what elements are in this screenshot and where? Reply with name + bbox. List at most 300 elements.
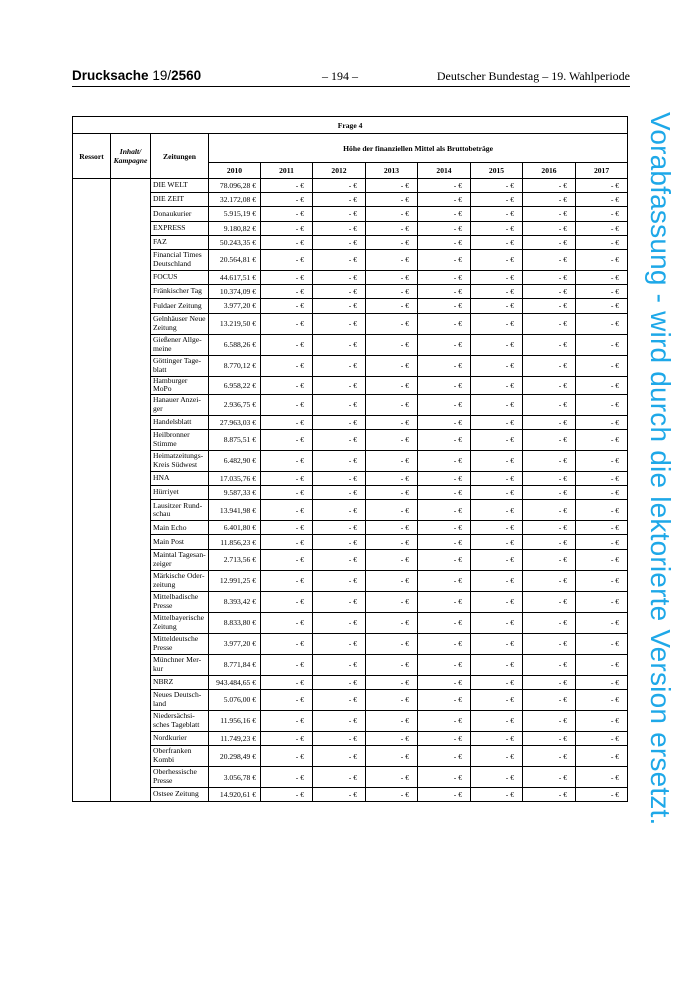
amount-2017: - €: [576, 535, 628, 549]
amount-2013: - €: [366, 207, 418, 221]
amount-2014: - €: [418, 535, 471, 549]
page-header: [72, 68, 630, 86]
amount-2016: - €: [523, 486, 576, 500]
amount-2016: - €: [523, 285, 576, 299]
year-header: 2010: [209, 163, 261, 179]
table-row: [73, 221, 628, 235]
amount-2015: - €: [471, 675, 523, 689]
amount-2013: - €: [366, 450, 418, 471]
amount-2015: - €: [471, 193, 523, 207]
amount-2014: - €: [418, 570, 471, 591]
amount-2015: - €: [471, 689, 523, 710]
amount-2016: - €: [523, 570, 576, 591]
amount-2013: - €: [366, 535, 418, 549]
amount-2012: - €: [313, 376, 366, 394]
amount-2011: - €: [261, 394, 313, 415]
amount-2013: - €: [366, 549, 418, 570]
amount-2014: - €: [418, 207, 471, 221]
amount-2015: - €: [471, 299, 523, 313]
amount-2011: - €: [261, 746, 313, 767]
amount-2010: 10.374,09 €: [209, 285, 261, 299]
amount-2015: - €: [471, 486, 523, 500]
amount-2016: - €: [523, 334, 576, 355]
newspaper-name: Märkische Oder-zeitung: [151, 570, 209, 591]
amount-2013: - €: [366, 500, 418, 521]
amount-2015: - €: [471, 471, 523, 485]
amount-2016: - €: [523, 521, 576, 535]
amount-2017: - €: [576, 612, 628, 633]
amount-2014: - €: [418, 654, 471, 675]
funding-table: [72, 116, 627, 802]
amount-2016: - €: [523, 235, 576, 249]
amount-2015: - €: [471, 235, 523, 249]
newspaper-name: Mittelbadische Presse: [151, 591, 209, 612]
amount-2012: - €: [313, 675, 366, 689]
amount-2010: 6.958,22 €: [209, 376, 261, 394]
amount-2012: - €: [313, 450, 366, 471]
newspaper-name: Heimatzeitungs-Kreis Südwest: [151, 450, 209, 471]
amount-2011: - €: [261, 612, 313, 633]
amount-2017: - €: [576, 355, 628, 376]
amount-2012: - €: [313, 235, 366, 249]
table-row: [73, 746, 628, 767]
amount-2015: - €: [471, 535, 523, 549]
amount-2011: - €: [261, 193, 313, 207]
amount-2010: 2.713,56 €: [209, 549, 261, 570]
table-row: [73, 415, 628, 429]
amount-2013: - €: [366, 675, 418, 689]
document-number: Drucksache 19/2560: [72, 68, 202, 83]
table-row: [73, 450, 628, 471]
column-zeitungen: Zeitungen: [151, 134, 209, 179]
amount-2015: - €: [471, 285, 523, 299]
table-row: [73, 731, 628, 745]
amount-2016: - €: [523, 731, 576, 745]
amount-2011: - €: [261, 521, 313, 535]
newspaper-name: FOCUS: [151, 270, 209, 284]
amount-2010: 20.298,49 €: [209, 746, 261, 767]
amount-2014: - €: [418, 193, 471, 207]
column-ressort: Ressort: [73, 134, 111, 179]
amount-2011: - €: [261, 450, 313, 471]
amount-2017: - €: [576, 521, 628, 535]
amount-2011: - €: [261, 486, 313, 500]
amount-2010: 8.770,12 €: [209, 355, 261, 376]
amount-2017: - €: [576, 746, 628, 767]
table-row: [73, 612, 628, 633]
amount-2010: 13.941,98 €: [209, 500, 261, 521]
amount-2011: - €: [261, 535, 313, 549]
amount-2016: - €: [523, 221, 576, 235]
table-row: [73, 535, 628, 549]
amount-2012: - €: [313, 689, 366, 710]
amount-2014: - €: [418, 221, 471, 235]
amount-2016: - €: [523, 355, 576, 376]
amount-2011: - €: [261, 221, 313, 235]
amount-2013: - €: [366, 689, 418, 710]
table-row: [73, 767, 628, 788]
amount-2015: - €: [471, 207, 523, 221]
amount-2013: - €: [366, 710, 418, 731]
amount-2010: 8.875,51 €: [209, 429, 261, 450]
amount-2015: - €: [471, 313, 523, 334]
amount-2014: - €: [418, 313, 471, 334]
amount-2014: - €: [418, 285, 471, 299]
table-row: [73, 207, 628, 221]
amount-2014: - €: [418, 612, 471, 633]
newspaper-name: Main Post: [151, 535, 209, 549]
amount-2010: 8.771,84 €: [209, 654, 261, 675]
table-row: [73, 193, 628, 207]
amount-2015: - €: [471, 591, 523, 612]
amount-2013: - €: [366, 334, 418, 355]
amount-2015: - €: [471, 415, 523, 429]
amount-2017: - €: [576, 788, 628, 802]
newspaper-name: Neues Deutsch-land: [151, 689, 209, 710]
amount-2017: - €: [576, 549, 628, 570]
amount-2010: 6.482,90 €: [209, 450, 261, 471]
amount-2016: - €: [523, 429, 576, 450]
amount-2015: - €: [471, 746, 523, 767]
amount-2015: - €: [471, 334, 523, 355]
amount-2016: - €: [523, 675, 576, 689]
amount-2013: - €: [366, 788, 418, 802]
amount-2012: - €: [313, 731, 366, 745]
amount-2013: - €: [366, 486, 418, 500]
amount-2012: - €: [313, 429, 366, 450]
amount-2011: - €: [261, 549, 313, 570]
amount-2013: - €: [366, 633, 418, 654]
amount-2014: - €: [418, 334, 471, 355]
amount-2010: 943.484,65 €: [209, 675, 261, 689]
year-header: 2011: [261, 163, 313, 179]
table-row: [73, 654, 628, 675]
newspaper-name: Oberhessische Presse: [151, 767, 209, 788]
amount-2011: - €: [261, 235, 313, 249]
amount-2015: - €: [471, 767, 523, 788]
newspaper-name: Göttinger Tage-blatt: [151, 355, 209, 376]
amount-2016: - €: [523, 549, 576, 570]
amount-2016: - €: [523, 535, 576, 549]
newspaper-name: Fuldaer Zeitung: [151, 299, 209, 313]
amount-2015: - €: [471, 500, 523, 521]
amount-2014: - €: [418, 355, 471, 376]
table-row: [73, 394, 628, 415]
amount-2014: - €: [418, 299, 471, 313]
amount-2015: - €: [471, 731, 523, 745]
amount-2015: - €: [471, 788, 523, 802]
amount-2016: - €: [523, 471, 576, 485]
amount-2016: - €: [523, 179, 576, 193]
amount-2013: - €: [366, 299, 418, 313]
amount-2017: - €: [576, 270, 628, 284]
amount-2015: - €: [471, 654, 523, 675]
amount-2013: - €: [366, 521, 418, 535]
table-row: [73, 270, 628, 284]
table-row: [73, 299, 628, 313]
amount-2015: - €: [471, 450, 523, 471]
amount-2013: - €: [366, 376, 418, 394]
newspaper-name: Mittelbayerische Zeitung: [151, 612, 209, 633]
amount-2010: 17.035,76 €: [209, 471, 261, 485]
amount-2017: - €: [576, 249, 628, 270]
amount-2014: - €: [418, 731, 471, 745]
amount-2014: - €: [418, 633, 471, 654]
amount-2015: - €: [471, 249, 523, 270]
amount-2014: - €: [418, 788, 471, 802]
year-header: 2016: [523, 163, 576, 179]
amount-2012: - €: [313, 612, 366, 633]
newspaper-name: DIE WELT: [151, 179, 209, 193]
amount-2012: - €: [313, 313, 366, 334]
amount-2017: - €: [576, 500, 628, 521]
amount-2012: - €: [313, 788, 366, 802]
table-row: [73, 235, 628, 249]
amount-2014: - €: [418, 689, 471, 710]
table-row: [73, 376, 628, 394]
amount-2016: - €: [523, 633, 576, 654]
amount-2012: - €: [313, 355, 366, 376]
amount-2013: - €: [366, 394, 418, 415]
newspaper-name: Oberfranken Kombi: [151, 746, 209, 767]
amount-2011: - €: [261, 788, 313, 802]
newspaper-name: Handelsblatt: [151, 415, 209, 429]
amount-2011: - €: [261, 767, 313, 788]
amount-2013: - €: [366, 235, 418, 249]
amount-2013: - €: [366, 285, 418, 299]
amount-2010: 8.833,80 €: [209, 612, 261, 633]
amount-2014: - €: [418, 249, 471, 270]
amount-2016: - €: [523, 654, 576, 675]
amount-2014: - €: [418, 746, 471, 767]
amount-2012: - €: [313, 654, 366, 675]
amount-2013: - €: [366, 415, 418, 429]
amount-2017: - €: [576, 193, 628, 207]
amount-2011: - €: [261, 415, 313, 429]
amount-2015: - €: [471, 270, 523, 284]
newspaper-name: Heilbronner Stimme: [151, 429, 209, 450]
amount-2011: - €: [261, 270, 313, 284]
newspaper-name: Fränkischer Tag: [151, 285, 209, 299]
amount-2013: - €: [366, 591, 418, 612]
amount-2015: - €: [471, 612, 523, 633]
amount-2016: - €: [523, 591, 576, 612]
amount-2014: - €: [418, 471, 471, 485]
table-row: [73, 500, 628, 521]
amount-2016: - €: [523, 689, 576, 710]
amount-2017: - €: [576, 334, 628, 355]
amount-2017: - €: [576, 313, 628, 334]
year-header: 2015: [471, 163, 523, 179]
amount-2016: - €: [523, 270, 576, 284]
amount-2011: - €: [261, 299, 313, 313]
ressort-cell: [73, 179, 111, 802]
page-number: – 194 –: [322, 69, 358, 83]
amount-2012: - €: [313, 746, 366, 767]
amount-2010: 9.587,33 €: [209, 486, 261, 500]
amount-2017: - €: [576, 675, 628, 689]
amount-2014: - €: [418, 394, 471, 415]
amount-2010: 11.749,23 €: [209, 731, 261, 745]
amount-2010: 13.219,50 €: [209, 313, 261, 334]
amount-2011: - €: [261, 689, 313, 710]
amount-2017: - €: [576, 429, 628, 450]
amount-2010: 50.243,35 €: [209, 235, 261, 249]
amount-2012: - €: [313, 767, 366, 788]
amount-2014: - €: [418, 675, 471, 689]
table-title: Frage 4: [73, 117, 628, 134]
amount-2010: 8.393,42 €: [209, 591, 261, 612]
amount-2012: - €: [313, 500, 366, 521]
amount-2011: - €: [261, 313, 313, 334]
table-row: [73, 633, 628, 654]
amount-2012: - €: [313, 394, 366, 415]
amount-2013: - €: [366, 429, 418, 450]
amount-2017: - €: [576, 654, 628, 675]
newspaper-name: Nordkurier: [151, 731, 209, 745]
newspaper-name: Lausitzer Rund-schau: [151, 500, 209, 521]
amount-2014: - €: [418, 486, 471, 500]
amount-2013: - €: [366, 179, 418, 193]
amount-2017: - €: [576, 633, 628, 654]
amount-2013: - €: [366, 249, 418, 270]
amount-2010: 3.977,20 €: [209, 633, 261, 654]
amount-2015: - €: [471, 221, 523, 235]
amount-2015: - €: [471, 521, 523, 535]
amount-2011: - €: [261, 471, 313, 485]
newspaper-name: Maintal Tagesan-zeiger: [151, 549, 209, 570]
newspaper-name: DIE ZEIT: [151, 193, 209, 207]
amount-2010: 78.096,28 €: [209, 179, 261, 193]
amount-2011: - €: [261, 285, 313, 299]
amount-2010: 2.936,75 €: [209, 394, 261, 415]
amount-2014: - €: [418, 179, 471, 193]
amount-2014: - €: [418, 235, 471, 249]
amount-2012: - €: [313, 710, 366, 731]
newspaper-name: EXPRESS: [151, 221, 209, 235]
column-hoehe: Höhe der finanziellen Mittel als Bruttobeträge: [209, 134, 628, 163]
column-inhalt: Inhalt/ Kampagne: [111, 134, 151, 179]
amount-2014: - €: [418, 710, 471, 731]
amount-2011: - €: [261, 633, 313, 654]
amount-2011: - €: [261, 179, 313, 193]
parliament-period: Deutscher Bundestag – 19. Wahlperiode: [436, 69, 630, 83]
table-row: [73, 689, 628, 710]
amount-2013: - €: [366, 570, 418, 591]
amount-2016: - €: [523, 313, 576, 334]
amount-2017: - €: [576, 207, 628, 221]
table-row: [73, 429, 628, 450]
amount-2012: - €: [313, 270, 366, 284]
table-row: [73, 521, 628, 535]
amount-2013: - €: [366, 654, 418, 675]
table-row: [73, 549, 628, 570]
amount-2014: - €: [418, 521, 471, 535]
amount-2017: - €: [576, 285, 628, 299]
amount-2015: - €: [471, 179, 523, 193]
amount-2015: - €: [471, 633, 523, 654]
amount-2010: 6.401,80 €: [209, 521, 261, 535]
newspaper-name: Hamburger MoPo: [151, 376, 209, 394]
amount-2011: - €: [261, 570, 313, 591]
amount-2014: - €: [418, 270, 471, 284]
newspaper-name: Donaukurier: [151, 207, 209, 221]
newspaper-name: NBRZ: [151, 675, 209, 689]
amount-2010: 5.076,00 €: [209, 689, 261, 710]
amount-2013: - €: [366, 193, 418, 207]
amount-2012: - €: [313, 285, 366, 299]
amount-2017: - €: [576, 235, 628, 249]
table-row: [73, 710, 628, 731]
table-row: [73, 471, 628, 485]
amount-2016: - €: [523, 746, 576, 767]
amount-2010: 11.856,23 €: [209, 535, 261, 549]
amount-2016: - €: [523, 788, 576, 802]
amount-2010: 44.617,51 €: [209, 270, 261, 284]
amount-2013: - €: [366, 612, 418, 633]
year-header: 2014: [418, 163, 471, 179]
amount-2013: - €: [366, 270, 418, 284]
table-row: [73, 285, 628, 299]
amount-2012: - €: [313, 591, 366, 612]
amount-2016: - €: [523, 376, 576, 394]
amount-2010: 32.172,08 €: [209, 193, 261, 207]
amount-2014: - €: [418, 591, 471, 612]
amount-2014: - €: [418, 429, 471, 450]
amount-2011: - €: [261, 500, 313, 521]
amount-2015: - €: [471, 710, 523, 731]
amount-2016: - €: [523, 500, 576, 521]
amount-2010: 12.991,25 €: [209, 570, 261, 591]
amount-2015: - €: [471, 376, 523, 394]
amount-2011: - €: [261, 675, 313, 689]
amount-2016: - €: [523, 450, 576, 471]
amount-2015: - €: [471, 429, 523, 450]
newspaper-name: Main Echo: [151, 521, 209, 535]
table-row: [73, 179, 628, 193]
amount-2011: - €: [261, 731, 313, 745]
newspaper-name: Hanauer Anzei-ger: [151, 394, 209, 415]
amount-2010: 3.977,20 €: [209, 299, 261, 313]
amount-2013: - €: [366, 746, 418, 767]
amount-2014: - €: [418, 415, 471, 429]
amount-2014: - €: [418, 767, 471, 788]
amount-2012: - €: [313, 221, 366, 235]
amount-2011: - €: [261, 654, 313, 675]
amount-2012: - €: [313, 486, 366, 500]
amount-2016: - €: [523, 415, 576, 429]
amount-2017: - €: [576, 591, 628, 612]
amount-2015: - €: [471, 394, 523, 415]
amount-2010: 6.588,26 €: [209, 334, 261, 355]
table-row: [73, 334, 628, 355]
newspaper-name: Mitteldeutsche Presse: [151, 633, 209, 654]
amount-2016: - €: [523, 767, 576, 788]
year-header: 2017: [576, 163, 628, 179]
amount-2017: - €: [576, 394, 628, 415]
amount-2012: - €: [313, 633, 366, 654]
amount-2016: - €: [523, 612, 576, 633]
amount-2016: - €: [523, 710, 576, 731]
amount-2012: - €: [313, 535, 366, 549]
amount-2017: - €: [576, 299, 628, 313]
amount-2013: - €: [366, 355, 418, 376]
amount-2012: - €: [313, 334, 366, 355]
amount-2012: - €: [313, 549, 366, 570]
table-row: [73, 355, 628, 376]
amount-2012: - €: [313, 415, 366, 429]
amount-2011: - €: [261, 710, 313, 731]
